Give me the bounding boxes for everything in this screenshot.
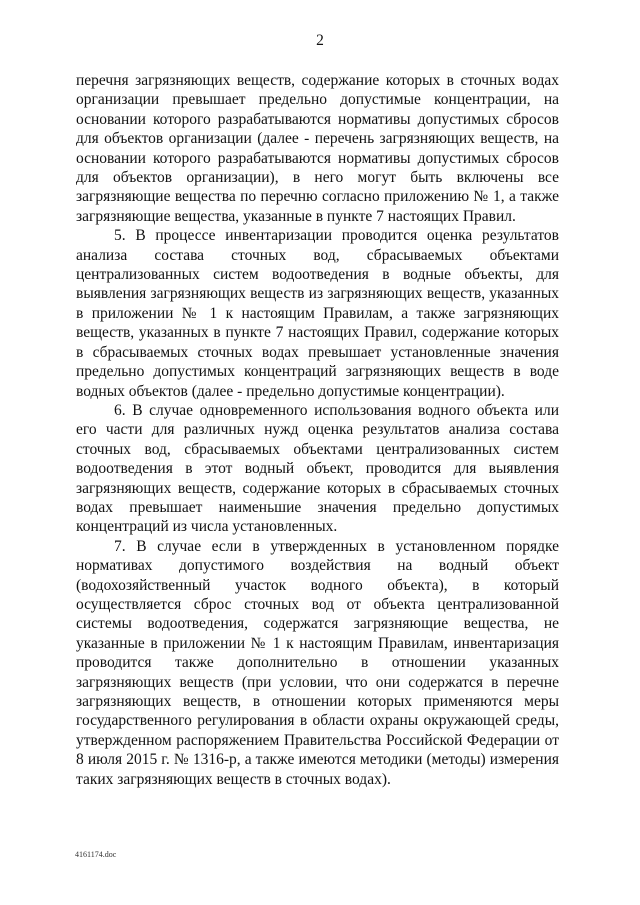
page-number: 2 <box>316 32 324 49</box>
paragraph-6: 6. В случае одновременного использования водного объекта или его части для различных нужд оценка результатов анализа состава сточных вод, сбрасываемых объектами централизованных систем водоотведения в этот водный объект, проводится для выявления загрязняющих веществ, содержание которых в сбрасываемых сточных водах превышает наименьшие значения предельно допустимых концентраций из числа установленных. <box>76 401 559 536</box>
paragraph-5: 5. В процессе инвентаризации проводится оценка результатов анализа состава сточных вод, сбрасываемых объектами централизованных систем водоотведения в водные объекты, для выявления загрязняющих веществ из загрязняющих веществ, указанных в приложении № 1 к настоящим Правилам, а также загрязняющих веществ, указанных в пункте 7 настоящих Правил, содержание которых в сбрасываемых сточных водах превышает установленные значения предельно допустимых концентраций загрязняющих веществ в воде водных объектов (далее - предельно допустимые концентрации). <box>76 227 559 400</box>
paragraph-continuation: перечня загрязняющих веществ, содержание которых в сточных водах организации превышает предельно допустимые концентрации, на основании которого разрабатываются нормативы допустимых сбросов для объектов организации (далее - перечень загрязняющих веществ, на основании которого разрабатываются нормативы допустимых сбросов для объектов организации), в него могут быть включены все загрязняющие вещества по перечню согласно приложению № 1, а также загрязняющие вещества, указанные в пункте 7 настоящих Правил. <box>76 72 559 225</box>
document-body <box>76 71 559 789</box>
footer-file-name: 4161174.doc <box>75 850 117 859</box>
paragraph-7: 7. В случае если в утвержденных в установленном порядке нормативах допустимого воздействия на водный объект (водохозяйственный участок водного объекта), в который осуществляется сброс сточных вод от объекта централизованной системы водоотведения, содержатся загрязняющие вещества, не указанные в приложении № 1 к настоящим Правилам, инвентаризация проводится также дополнительно в отношении указанных загрязняющих веществ (при условии, что они содержатся в перечне загрязняющих веществ, в отношении которых применяются меры государственного регулирования в области охраны окружающей среды, утвержденном распоряжением Правительства Российской Федерации от 8 июля 2015 г. № 1316-р, а также имеются методики (методы) измерения таких загрязняющих веществ в сточных водах). <box>76 537 559 788</box>
